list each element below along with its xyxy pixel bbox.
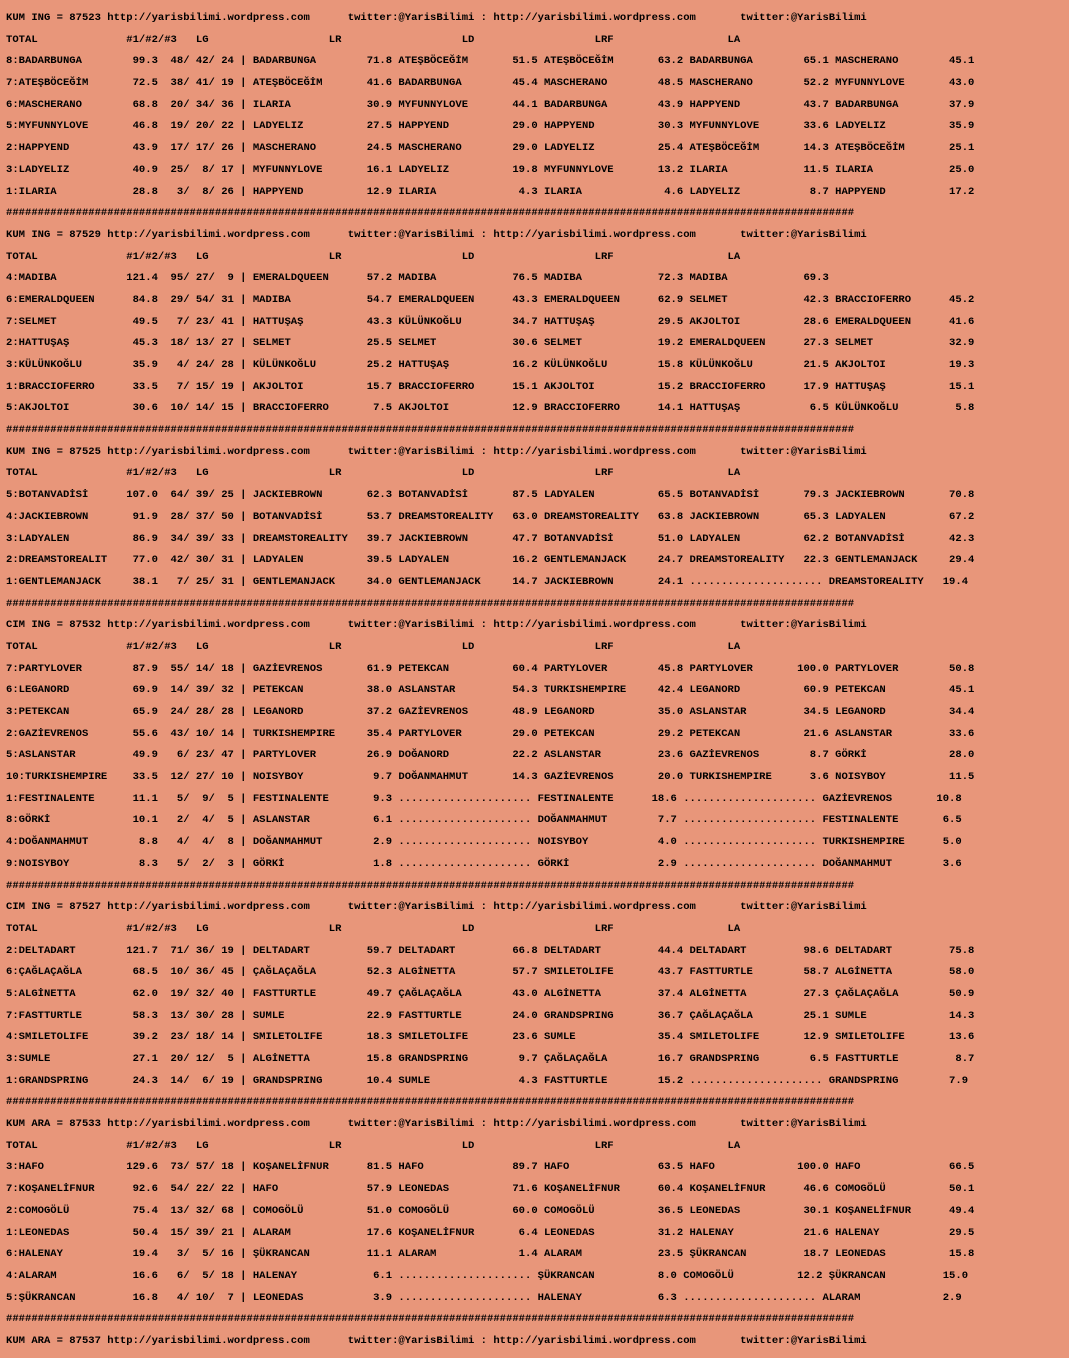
result-row: 3:PETEKCAN 65.9 24/ 28/ 28 | LEGANORD 37.2 GAZİEVRENOS 48.9 LEGANORD 35.0 ASLANSTAR 34.5 LEGANORD 34.4 [6,706,975,718]
result-row: 4:SMILETOLIFE 39.2 23/ 18/ 14 | SMILETOLIFE 18.3 SMILETOLIFE 23.6 SUMLE 35.4 SMILETOLIFE 12.9 SMILETOLIFE 13.6 [6,1031,975,1044]
result-row: 5:BOTANVADİSİ 107.0 64/ 39/ 25 | JACKIEBROWN 62.3 BOTANVADİSİ 87.5 LADYALEN 65.5 BOTANVADİSİ 79.3 JACKIEBROWN 70.8 [6,489,975,502]
result-row: 7:KOŞANELİFNUR 92.6 54/ 22/ 22 | HAFO 57.9 LEONEDAS 71.6 KOŞANELİFNUR 60.4 KOŞANELİFNUR 46.6 COMOGÖLÜ 50.1 [6,1183,975,1196]
result-row: 1:ILARIA 28.8 3/ 8/ 26 | HAPPYEND 12.9 ILARIA 4.3 ILARIA 4.6 LADYELIZ 8.7 HAPPYEND 17.2 [6,185,975,198]
result-row: 7:ATEŞBÖCEĞİM 72.5 38/ 41/ 19 | ATEŞBÖCEĞİM 41.6 BADARBUNGA 45.4 MASCHERANO 48.5 MASCHERANO 52.2 MYFUNNYLOVE 43.0 [6,77,975,90]
separator-line: ###################################################################################################################################### [6,879,855,892]
result-row: 2:DELTADART 121.7 71/ 36/ 19 | DELTADART 59.7 DELTADART 66.8 DELTADART 44.4 DELTADART 98.6 DELTADART 75.8 [6,944,975,957]
header-line: KUM ARA = 87533 http://yarisbilimi.wordpress.com twitter:@YarisBilimi : http://yarisbilimi.wordpress.com twitter:@YarisBilimi [6,1118,867,1131]
separator-line: ###################################################################################################################################### [6,207,855,220]
separator-line: ###################################################################################################################################### [6,424,855,437]
result-row: 6:HALENAY 19.4 3/ 5/ 16 | ŞÜKRANCAN 11.1 ALARAM 1.4 ALARAM 23.5 ŞÜKRANCAN 18.7 LEONEDAS 15.8 [6,1248,975,1261]
result-row: 8:BADARBUNGA 99.3 48/ 42/ 24 | BADARBUNGA 71.8 ATEŞBÖCEĞİM 51.5 ATEŞBÖCEĞİM 63.2 BADARBUNGA 65.1 MASCHERANO 45.1 [6,55,975,68]
results-document [6,13,974,1358]
column-header-line: TOTAL #1/#2/#3 LG LR LD LRF LA [6,250,741,263]
result-row: 6:MASCHERANO 68.8 20/ 34/ 36 | ILARIA 30.9 MYFUNNYLOVE 44.1 BADARBUNGA 43.9 HAPPYEND 43.7 BADARBUNGA 37.9 [6,98,975,111]
result-row: 3:HAFO 129.6 73/ 57/ 18 | KOŞANELİFNUR 81.5 HAFO 89.7 HAFO 63.5 HAFO 100.0 HAFO 66.5 [6,1161,975,1174]
result-row: 3:LADYALEN 86.9 34/ 39/ 33 | DREAMSTOREALITY 39.7 JACKIEBROWN 47.7 BOTANVADİSİ 51.0 LADYALEN 62.2 BOTANVADİSİ 42.3 [6,532,975,545]
result-row: 1:BRACCIOFERRO 33.5 7/ 15/ 19 | AKJOLTOI 15.7 BRACCIOFERRO 15.1 AKJOLTOI 15.2 BRACCIOFERRO 17.9 HATTUŞAŞ 15.1 [6,380,975,393]
result-row: 5:AKJOLTOI 30.6 10/ 14/ 15 | BRACCIOFERRO 7.5 AKJOLTOI 12.9 BRACCIOFERRO 14.1 HATTUŞAŞ 6.5 KÜLÜNKOĞLU 5.8 [6,402,975,415]
result-row: 8:GÖRKİ 10.1 2/ 4/ 5 | ASLANSTAR 6.1 ..................... DOĞANMAHMUT 7.7 ..................... FESTINALENTE 6.5 [6,814,962,827]
result-row: 6:EMERALDQUEEN 84.8 29/ 54/ 31 | MADIBA 54.7 EMERALDQUEEN 43.3 EMERALDQUEEN 62.9 SELMET 42.3 BRACCIOFERRO 45.2 [6,293,975,306]
separator-line: ###################################################################################################################################### [6,597,855,610]
result-row: 2:DREAMSTOREALIT 77.0 42/ 30/ 31 | LADYALEN 39.5 LADYALEN 16.2 GENTLEMANJACK 24.7 DREAMSTOREALITY 22.3 GENTLEMANJACK 29.4 [6,554,975,567]
result-row: 3:KÜLÜNKOĞLU 35.9 4/ 24/ 28 | KÜLÜNKOĞLU 25.2 HATTUŞAŞ 16.2 KÜLÜNKOĞLU 15.8 KÜLÜNKOĞLU 21.5 AKJOLTOI 19.3 [6,359,975,371]
result-row: 1:GRANDSPRING 24.3 14/ 6/ 19 | GRANDSPRING 10.4 SUMLE 4.3 FASTTURTLE 15.2 ..................... GRANDSPRING 7.9 [6,1074,969,1087]
header-line: CIM ING = 87532 http://yarisbilimi.wordpress.com twitter:@YarisBilimi : http://yarisbilimi.wordpress.com twitter:@YarisBilimi [6,619,867,632]
result-row: 4:JACKIEBROWN 91.9 28/ 37/ 50 | BOTANVADİSİ 53.7 DREAMSTOREALITY 63.0 DREAMSTOREALITY 63.8 JACKIEBROWN 65.3 LADYALEN 67.2 [6,510,975,523]
result-row: 6:ÇAĞLAÇAĞLA 68.5 10/ 36/ 45 | ÇAĞLAÇAĞLA 52.3 ALGİNETTA 57.7 SMILETOLIFE 43.7 FASTTURTLE 58.7 ALGİNETTA 58.0 [6,966,975,979]
column-header-line: TOTAL #1/#2/#3 LG LR LD LRF LA [6,467,741,480]
column-header-line: TOTAL #1/#2/#3 LG LR LD LRF LA [6,33,741,46]
result-row: 5:ŞÜKRANCAN 16.8 4/ 10/ 7 | LEONEDAS 3.9 ..................... HALENAY 6.3 ..................... ALARAM 2.9 [6,1291,962,1304]
separator-line: ###################################################################################################################################### [6,1313,855,1326]
result-row: 10:TURKISHEMPIRE 33.5 12/ 27/ 10 | NOISYBOY 9.7 DOĞANMAHMUT 14.3 GAZİEVRENOS 20.0 TURKISHEMPIRE 3.6 NOISYBOY 11.5 [6,771,975,784]
result-row: 3:LADYELIZ 40.9 25/ 8/ 17 | MYFUNNYLOVE 16.1 LADYELIZ 19.8 MYFUNNYLOVE 13.2 ILARIA 11.5 ILARIA 25.0 [6,163,975,176]
column-header-line: TOTAL #1/#2/#3 LG LR LD LRF LA [6,922,741,935]
header-line: KUM ING = 87523 http://yarisbilimi.wordpress.com twitter:@YarisBilimi : http://yarisbilimi.wordpress.com twitter:@YarisBilimi [6,12,867,24]
result-row: 7:FASTTURTLE 58.3 13/ 30/ 28 | SUMLE 22.9 FASTTURTLE 24.0 GRANDSPRING 36.7 ÇAĞLAÇAĞLA 25.1 SUMLE 14.3 [6,1009,975,1022]
header-line: KUM ING = 87525 http://yarisbilimi.wordpress.com twitter:@YarisBilimi : http://yarisbilimi.wordpress.com twitter:@YarisBilimi [6,445,867,458]
result-row: 5:MYFUNNYLOVE 46.8 19/ 20/ 22 | LADYELIZ 27.5 HAPPYEND 29.0 HAPPYEND 30.3 MYFUNNYLOVE 33.6 LADYELIZ 35.9 [6,120,975,133]
result-row: 2:GAZİEVRENOS 55.6 43/ 10/ 14 | TURKISHEMPIRE 35.4 PARTYLOVER 29.0 PETEKCAN 29.2 PETEKCAN 21.6 ASLANSTAR 33.6 [6,727,975,740]
result-row: 7:PARTYLOVER 87.9 55/ 14/ 18 | GAZİEVRENOS 61.9 PETEKCAN 60.4 PARTYLOVER 45.8 PARTYLOVER 100.0 PARTYLOVER 50.8 [6,662,975,675]
column-header-line: TOTAL #1/#2/#3 LG LR LD LRF LA [6,1139,741,1152]
result-row: 6:LEGANORD 69.9 14/ 39/ 32 | PETEKCAN 38.0 ASLANSTAR 54.3 TURKISHEMPIRE 42.4 LEGANORD 60.9 PETEKCAN 45.1 [6,684,975,697]
result-row: 4:MADIBA 121.4 95/ 27/ 9 | EMERALDQUEEN 57.2 MADIBA 76.5 MADIBA 72.3 MADIBA 69.3 [6,272,829,285]
column-header-line: TOTAL #1/#2/#3 LG LR LD LRF LA [6,640,741,653]
header-line: CIM ING = 87527 http://yarisbilimi.wordpress.com twitter:@YarisBilimi : http://yarisbilimi.wordpress.com twitter:@YarisBilimi [6,901,867,914]
result-row: 9:NOISYBOY 8.3 5/ 2/ 3 | GÖRKİ 1.8 ..................... GÖRKİ 2.9 ..................... DOĞANMAHMUT 3.6 [6,857,962,870]
result-row: 5:ASLANSTAR 49.9 6/ 23/ 47 | PARTYLOVER 26.9 DOĞANORD 22.2 ASLANSTAR 23.6 GAZİEVRENOS 8.7 GÖRKİ 28.0 [6,749,975,762]
header-line: KUM ING = 87529 http://yarisbilimi.wordpress.com twitter:@YarisBilimi : http://yarisbilimi.wordpress.com twitter:@YarisBilimi [6,228,867,241]
result-row: 2:HATTUŞAŞ 45.3 18/ 13/ 27 | SELMET 25.5 SELMET 30.6 SELMET 19.2 EMERALDQUEEN 27.3 SELMET 32.9 [6,337,975,350]
result-row: 1:FESTINALENTE 11.1 5/ 9/ 5 | FESTINALENTE 9.3 ..................... FESTINALENTE 18.6 ..................... GAZİEVRENOS 10.8 [6,792,962,805]
result-row: 2:HAPPYEND 43.9 17/ 17/ 26 | MASCHERANO 24.5 MASCHERANO 29.0 LADYELIZ 25.4 ATEŞBÖCEĞİM 14.3 ATEŞBÖCEĞİM 25.1 [6,142,975,155]
result-row: 1:GENTLEMANJACK 38.1 7/ 25/ 31 | GENTLEMANJACK 34.0 GENTLEMANJACK 14.7 JACKIEBROWN 24.1 ..................... DREAMSTOREALITY 19.4 [6,575,969,588]
header-line: KUM ARA = 87537 http://yarisbilimi.wordpress.com twitter:@YarisBilimi : http://yarisbilimi.wordpress.com twitter:@YarisBilimi [6,1334,867,1347]
result-row: 4:ALARAM 16.6 6/ 5/ 18 | HALENAY 6.1 ..................... ŞÜKRANCAN 8.0 COMOGÖLÜ 12.2 ŞÜKRANCAN 15.0 [6,1269,969,1282]
separator-line: ###################################################################################################################################### [6,1096,855,1109]
result-row: 2:COMOGÖLÜ 75.4 13/ 32/ 68 | COMOGÖLÜ 51.0 COMOGÖLÜ 60.0 COMOGÖLÜ 36.5 LEONEDAS 30.1 KOŞANELİFNUR 49.4 [6,1204,975,1217]
result-row: 1:LEONEDAS 50.4 15/ 39/ 21 | ALARAM 17.6 KOŞANELİFNUR 6.4 LEONEDAS 31.2 HALENAY 21.6 HALENAY 29.5 [6,1226,975,1239]
result-row: 4:DOĞANMAHMUT 8.8 4/ 4/ 8 | DOĞANMAHMUT 2.9 ..................... NOISYBOY 4.0 ..................... TURKISHEMPIRE 5.0 [6,836,962,849]
result-row: 7:SELMET 49.5 7/ 23/ 41 | HATTUŞAŞ 43.3 KÜLÜNKOĞLU 34.7 HATTUŞAŞ 29.5 AKJOLTOI 28.6 EMERALDQUEEN 41.6 [6,315,975,328]
result-row: 3:SUMLE 27.1 20/ 12/ 5 | ALGİNETTA 15.8 GRANDSPRING 9.7 ÇAĞLAÇAĞLA 16.7 GRANDSPRING 6.5 FASTTURTLE 8.7 [6,1053,975,1065]
result-row: 5:ALGİNETTA 62.0 19/ 32/ 40 | FASTTURTLE 49.7 ÇAĞLAÇAĞLA 43.0 ALGİNETTA 37.4 ALGİNETTA 27.3 ÇAĞLAÇAĞLA 50.9 [6,987,975,1000]
